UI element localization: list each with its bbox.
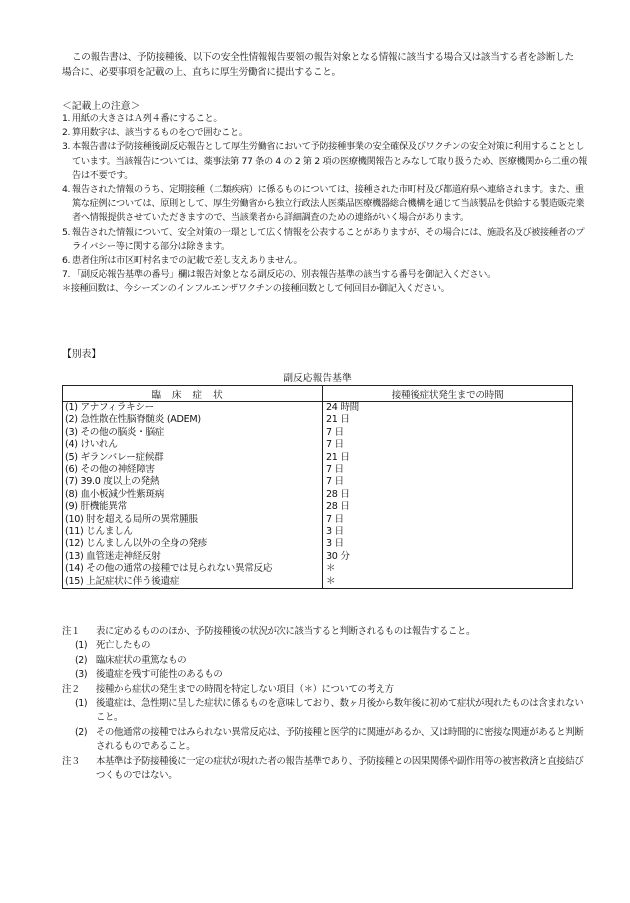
table-row	[63, 464, 573, 476]
footnote-text: 死亡したもの	[96, 640, 151, 652]
note-item	[62, 140, 588, 183]
table-header-row	[63, 386, 573, 402]
footnote-item	[62, 726, 588, 755]
footnote-label: (2)	[75, 726, 88, 738]
symptom-cell: (6) その他の神経障害	[63, 464, 323, 476]
onset-time-cell: 28 日	[323, 489, 573, 501]
onset-time-cell: 7 日	[323, 464, 573, 476]
onset-time-cell: 7 日	[323, 514, 573, 526]
footnote-item	[62, 639, 588, 653]
onset-time-cell: 7 日	[323, 439, 573, 451]
note-number: 2.	[62, 127, 71, 139]
symptom-cell: (11) じんましん	[63, 526, 323, 538]
footnote-item	[62, 654, 588, 668]
table-body	[63, 402, 573, 589]
notes-list	[62, 112, 588, 297]
table-row	[63, 489, 573, 501]
onset-time-cell: ＊	[323, 576, 573, 589]
table-row	[63, 439, 573, 451]
footnote-label: 注１	[62, 626, 81, 637]
footnote-label: 注３	[62, 755, 81, 767]
notes-heading: ＜記載上の注意＞	[62, 101, 141, 112]
footnote-item	[62, 697, 588, 726]
footnote-label: (2)	[75, 654, 88, 666]
footnote-label: (1)	[75, 698, 88, 710]
onset-time-cell: 28 日	[323, 501, 573, 513]
symptom-cell: (2) 急性散在性脳脊髄炎 (ADEM)	[63, 414, 323, 426]
header-onset-time: 接種後症状発生までの時間	[323, 386, 573, 402]
intro-paragraph: この報告書は、予防接種後、以下の安全性情報報告要領の報告対象となる情報に該当する場合又は該当する者を診断した場合に、必要事項を記載の上、直ちに厚生労働省に提出すること。	[62, 52, 574, 78]
onset-time-cell: ＊	[323, 563, 573, 575]
note-item	[62, 126, 588, 140]
table-row	[63, 551, 573, 563]
onset-time-cell: 21 日	[323, 452, 573, 464]
symptom-cell: (13) 血管迷走神経反射	[63, 551, 323, 563]
footnote-text: 接種から症状の発生までの時間を特定しない項目（＊）についての考え方	[96, 683, 394, 695]
footnote-item	[62, 625, 588, 639]
symptom-cell: (10) 肘を超える局所の異常腫脹	[63, 514, 323, 526]
footnote-label: 注２	[62, 683, 81, 695]
footnote-label: (3)	[75, 669, 88, 681]
symptom-cell: (7) 39.0 度以上の発熱	[63, 476, 323, 488]
note-number: 6.	[62, 255, 71, 267]
table-row	[63, 414, 573, 426]
note-number: 5.	[62, 226, 71, 238]
table-row	[63, 402, 573, 415]
table-row	[63, 476, 573, 488]
symptom-cell: (1) アナフィラキシー	[63, 402, 323, 415]
footnote-text: 表に定めるもののほか、予防接種後の状況が次に該当すると判断されるものは報告すること。	[96, 626, 476, 637]
symptom-cell: (15) 上記症状に伴う後遺症	[63, 576, 323, 589]
note-number: 4.	[62, 184, 71, 196]
footnotes	[62, 625, 588, 783]
onset-time-cell: 3 日	[323, 526, 573, 538]
table-row	[63, 576, 573, 589]
symptom-cell: (12) じんましん以外の全身の発疹	[63, 538, 323, 550]
onset-time-cell: 3 日	[323, 538, 573, 550]
note-number: 7.	[62, 269, 71, 281]
footnote-text: その他通常の接種ではみられない異常反応は、予防接種と医学的に関連があるか、又は時間的に密接な関連があると判断されるものであること。	[96, 726, 584, 753]
onset-time-cell: 21 日	[323, 414, 573, 426]
table-row	[63, 501, 573, 513]
note-text: 「副反応報告基準の番号」欄は報告対象となる副反応の、別表報告基準の該当する番号を御記入ください。	[72, 269, 496, 281]
footnote-item	[62, 668, 588, 682]
onset-time-cell: 24 時間	[323, 402, 573, 415]
symptom-cell: (5) ギランバレー症候群	[63, 452, 323, 464]
note-text: 報告された情報について、安全対策の一環として広く情報を公表することがありますが、その場合には、施設名及び被接種者のプライバシー等に関する部分は除きます。	[72, 226, 585, 252]
note-number: 1.	[62, 113, 71, 124]
note-item	[62, 268, 588, 282]
note-item	[62, 112, 588, 126]
table-row	[63, 538, 573, 550]
symptom-cell: (8) 血小板減少性紫斑病	[63, 489, 323, 501]
note-text: 報告された情報のうち、定期接種（二類疾病）に係るものについては、接種された市町村及び都道府県へ連絡されます。また、重篤な症例については、原則として、厚生労働省から独立行政法人医薬品医療機器総合機構を通じて当該製品を供給する製造販売業者へ情報提供させていただきますので、当該業者から詳細調査のための連絡がいく場合があります。	[72, 184, 585, 224]
symptom-cell: (9) 肝機能異常	[63, 501, 323, 513]
note-item	[62, 183, 588, 226]
note-text: 用紙の大きさはＡ列４番にすること。	[72, 113, 223, 124]
table-row	[63, 526, 573, 538]
onset-time-cell: 7 日	[323, 476, 573, 488]
footnote-item	[62, 683, 588, 697]
footnote-item	[62, 755, 588, 784]
onset-time-cell: 30 分	[323, 551, 573, 563]
criteria-table	[62, 385, 573, 589]
note-item	[62, 254, 588, 268]
footnote-text: 臨床症状の重篤なもの	[96, 654, 187, 666]
footnote-text: 後遺症を残す可能性のあるもの	[96, 669, 223, 681]
table-title: 副反応報告基準	[283, 373, 352, 384]
table-row	[63, 452, 573, 464]
note-number: 3.	[62, 141, 71, 153]
note-text: 算用数字は、該当するものを○で囲むこと。	[72, 127, 248, 139]
note-item	[62, 226, 588, 254]
footnote-label: (1)	[75, 640, 88, 652]
table-row	[63, 514, 573, 526]
footnote-text: 本基準は予防接種後に一定の症状が現れた者の報告基準であり、予防接種との因果関係や副作用等の被害救済と直接結びつくものではない。	[96, 755, 584, 782]
note-text: 本報告書は予防接種後副反応報告として厚生労働省において予防接種事業の安全確保及びワクチンの安全対策に利用することとしています。当該報告については、薬事法第 77 条の 4 の 2 第 2 項の医療機関報告とみなして取り扱うため、医療機関から二重の報告は不要です。	[72, 141, 588, 181]
symptom-cell: (3) その他の脳炎・脳症	[63, 427, 323, 439]
table-row	[63, 427, 573, 439]
header-symptom: 臨床症状	[63, 386, 323, 402]
appendix-heading: 【別表】	[62, 349, 102, 360]
note-text: 患者住所は市区町村名までの記載で差し支えありません。	[72, 255, 303, 267]
symptom-cell: (4) けいれん	[63, 439, 323, 451]
symptom-cell: (14) その他の通常の接種では見られない異常反応	[63, 563, 323, 575]
footnote-text: 後遺症は、急性期に呈した症状に係るものを意味しており、数ヶ月後から数年後に初めて症状が現れたものは含まれないこと。	[96, 698, 584, 724]
onset-time-cell: 7 日	[323, 427, 573, 439]
star-note: ＊接種回数は、今シーズンのインフルエンザワクチンの接種回数として何回目か御記入ください。	[62, 283, 450, 295]
table-row	[63, 563, 573, 575]
